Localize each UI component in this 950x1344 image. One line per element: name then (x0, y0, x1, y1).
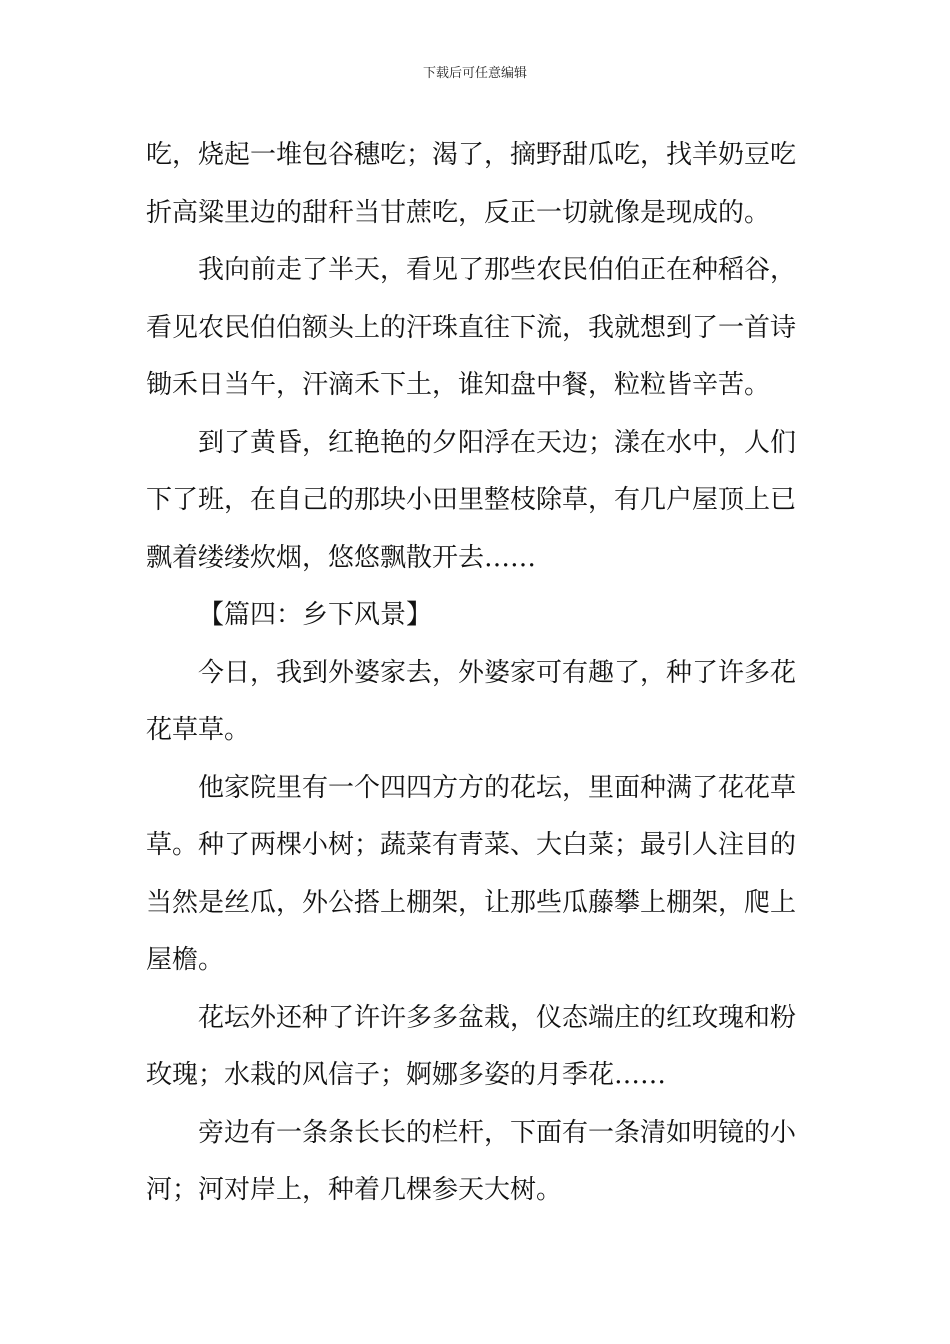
text-line: 锄禾日当午，汗滴禾下土，谁知盘中餐，粒粒皆辛苦。 (146, 370, 771, 400)
document-body (146, 127, 808, 1220)
text-line: 旁边有一条条长长的栏杆，下面有一条清如明镜的小 (198, 1117, 797, 1148)
text-line: 今日，我到外婆家去，外婆家可有趣了，种了许多花 (198, 657, 797, 688)
text-line: 下了班，在自己的那块小田里整枝除草，有几户屋顶上已 (146, 485, 797, 515)
text-line: 看见农民伯伯额头上的汗珠直往下流，我就想到了一首诗 (146, 312, 797, 343)
text-line: 草。种了两棵小树；蔬菜有青菜、大白菜；最引人注目的 (146, 830, 797, 860)
text-line: 当然是丝瓜，外公搭上棚架，让那些瓜藤攀上棚架，爬上 (146, 887, 797, 918)
text-line: 玫瑰；水栽的风信子；婀娜多姿的月季花…… (146, 1060, 667, 1090)
text-line: 河；河对岸上，种着几棵参天大树。 (146, 1175, 563, 1205)
text-line: 屋檐。 (146, 945, 225, 975)
text-line: 吃，烧起一堆包谷穗吃；渴了，摘野甜瓜吃，找羊奶豆吃 (146, 140, 797, 170)
text-line: 花坛外还种了许许多多盆栽，仪态端庄的红玫瑰和粉 (198, 1002, 797, 1033)
text-line: 飘着缕缕炊烟，悠悠飘散开去…… (146, 542, 537, 573)
text-line: 到了黄昏，红艳艳的夕阳浮在天边；漾在水中，人们 (198, 427, 797, 458)
text-line: 花草草。 (146, 715, 251, 745)
page-header: 下载后可任意编辑 (422, 66, 527, 81)
section-heading: 【篇四：乡下风景】 (198, 600, 433, 630)
text-line: 我向前走了半天，看见了那些农民伯伯正在种稻谷， (198, 255, 797, 285)
text-line: 他家院里有一个四四方方的花坛，里面种满了花花草 (198, 772, 797, 803)
text-line: 折高粱里边的甜秆当甘蔗吃，反正一切就像是现成的。 (146, 197, 771, 228)
